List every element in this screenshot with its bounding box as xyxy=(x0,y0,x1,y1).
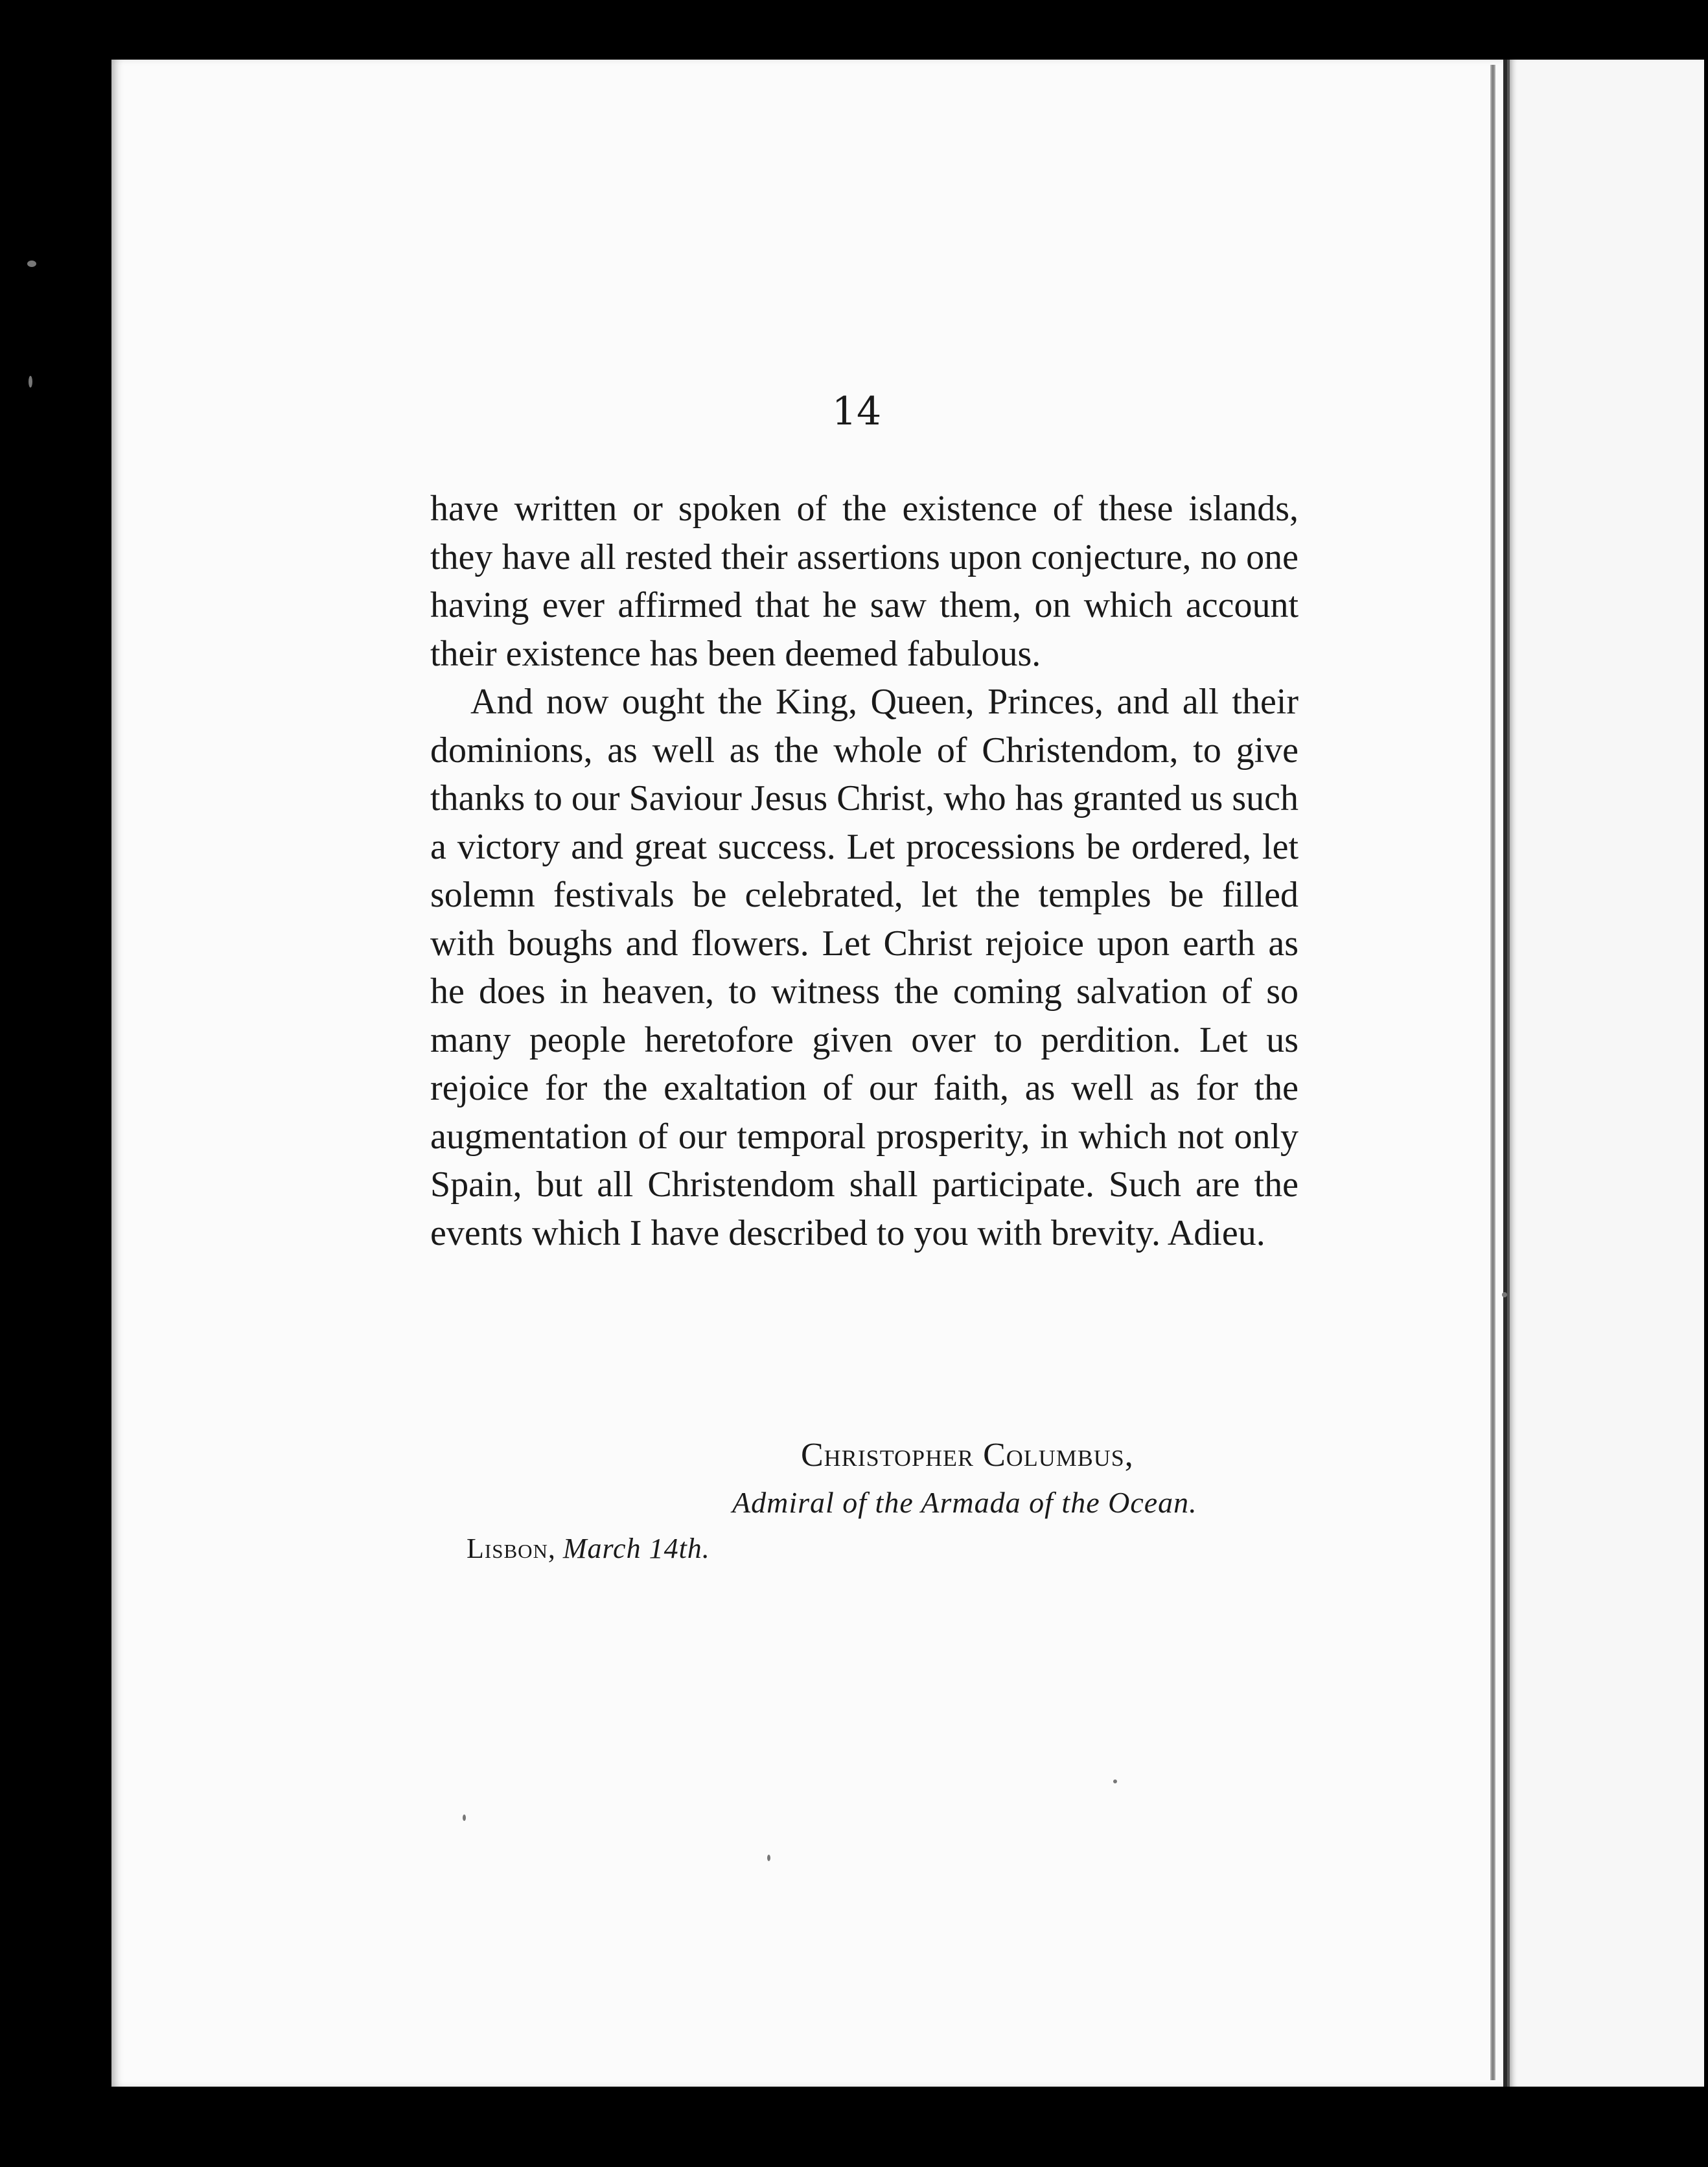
place: Lisbon, xyxy=(467,1533,556,1564)
scan-speck xyxy=(463,1814,466,1821)
scan-speck xyxy=(1502,1292,1507,1297)
scan-speck xyxy=(27,261,36,267)
paragraph-2: And now ought the King, Queen, Princes, and all their dominions, as well as the whole of Christendom, to give thanks to our Saviour Jesus Christ, who has granted us such a victory and great success. Let processions be ordered, let solemn festivals be celebrated, let the temples be filled with boughs and flowers. Let Christ rejoice upon earth as he does in heaven, to witness the coming salvation of so many people heretofore given over to perdition. Let us rejoice for the exaltation of our faith, as well as for the augmentation of our temporal prosperity, in which not only Spain, but all Christendom shall participate. Such are the events which I have described to you with brevity. Adieu. xyxy=(430,682,1298,1253)
scan-speck xyxy=(29,376,32,388)
signature-name: Christopher Columbus, xyxy=(801,1437,1134,1474)
body-text xyxy=(430,485,1298,1257)
date: March 14th. xyxy=(562,1533,710,1564)
scan-speck xyxy=(767,1855,770,1861)
place-date-line xyxy=(467,1532,710,1565)
scan-speck xyxy=(1113,1779,1117,1783)
page-gutter xyxy=(1490,65,1495,2080)
right-page-edge xyxy=(1507,60,1704,2087)
page-number: 14 xyxy=(831,389,882,434)
paragraph-1: have written or spoken of the existence of these islands, they have all rested their assertions upon conjecture, no one having ever affirmed that he saw them, on which account their existence has been deemed fabulous. xyxy=(430,489,1298,674)
signature-title: Admiral of the Armada of the Ocean. xyxy=(732,1486,1197,1519)
